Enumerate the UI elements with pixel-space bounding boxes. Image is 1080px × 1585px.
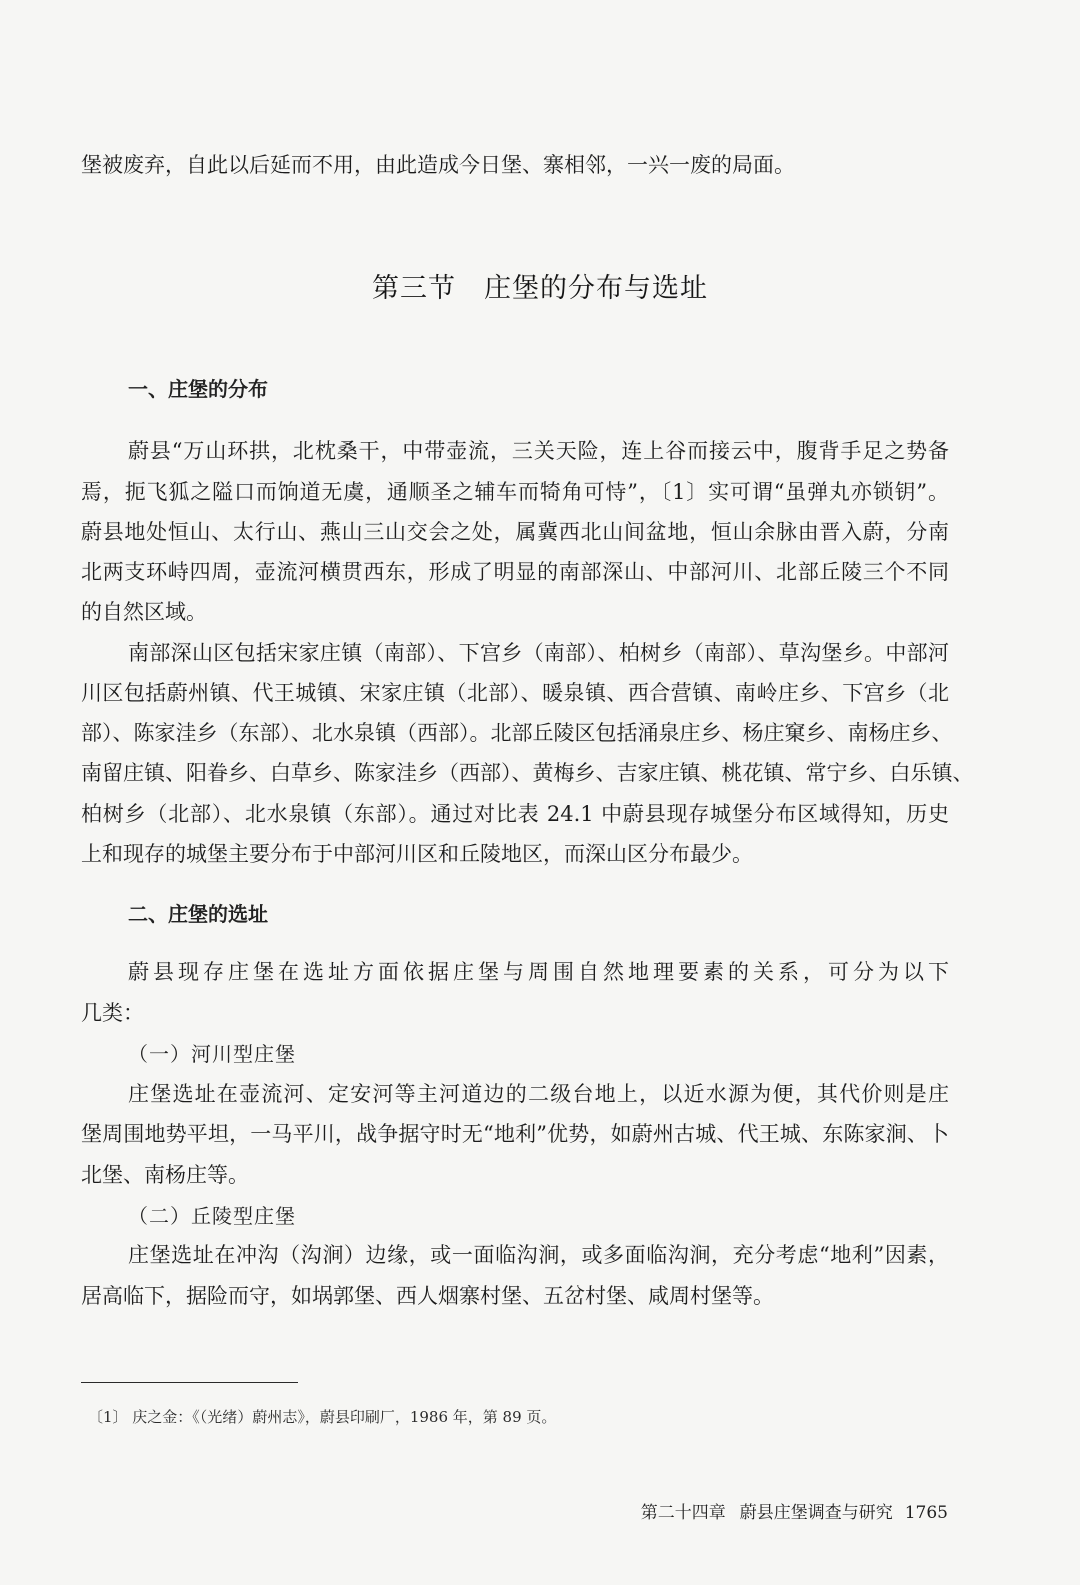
section-title: 第三节 庄堡的分布与选址 — [372, 273, 708, 304]
paragraph-line: 南部深山区包括宋家庄镇（南部）、下宫乡（南部）、柏树乡（南部）、草沟堡乡。中部河 — [128, 641, 949, 665]
footer-chapter: 第二十四章 — [640, 1503, 726, 1523]
paragraph-line: 居高临下，据险而守，如埚郭堡、西人烟寨村堡、五岔村堡、咸周村堡等。 — [81, 1284, 774, 1308]
continued-paragraph-line: 堡被废弃，自此以后延而不用，由此造成今日堡、寨相邻，一兴一废的局面。 — [81, 153, 795, 177]
paragraph-line: 几类： — [81, 1001, 144, 1025]
footer-title: 蔚县庄堡调查与研究 — [739, 1503, 893, 1523]
paragraph-line: 上和现存的城堡主要分布于中部河川区和丘陵地区，而深山区分布最少。 — [81, 842, 753, 866]
paragraph-line: 南留庄镇、阳眷乡、白草乡、陈家洼乡（西部）、黄梅乡、吉家庄镇、桃花镇、常宁乡、白乐镇、 — [81, 761, 974, 785]
heading-distribution: 一、庄堡的分布 — [128, 377, 268, 401]
footnote-separator — [81, 1382, 298, 1383]
paragraph-line: 部）、陈家洼乡（东部）、北水泉镇（西部）。北部丘陵区包括涌泉庄乡、杨庄窠乡、南杨庄乡、 — [81, 721, 953, 745]
paragraph-line: 蔚县“万山环拱，北枕桑干，中带壶流，三关天险，连上谷而接云中，腹背手足之势备 — [128, 439, 949, 463]
paragraph-line: 柏树乡（北部）、北水泉镇（东部）。通过对比表 24.1 中蔚县现存城堡分布区域得知，历史 — [81, 802, 949, 826]
paragraph-line: 北两支环峙四周，壶流河横贯西东，形成了明显的南部深山、中部河川、北部丘陵三个不同 — [81, 560, 949, 584]
paragraph-line: 焉，扼飞狐之隘口而饷道无虞，通顺圣之辅车而犄角可恃”，〔1〕实可谓“虽弹丸亦锁钥”。 — [81, 480, 949, 504]
footnote: 〔1〕 庆之金：《（光绪）蔚州志》，蔚县印刷厂，1986 年，第 89 页。 — [88, 1408, 557, 1426]
paragraph-line: 蔚县地处恒山、太行山、燕山三山交会之处，属冀西北山间盆地，恒山余脉由晋入蔚，分南 — [81, 520, 949, 544]
paragraph-line: 蔚县现存庄堡在选址方面依据庄堡与周围自然地理要素的关系，可分为以下 — [128, 960, 949, 984]
running-footer — [641, 1501, 948, 1525]
paragraph-line: 北堡、南杨庄等。 — [81, 1163, 249, 1187]
paragraph-line: 的自然区域。 — [81, 600, 207, 624]
subheading-river-type: （一）河川型庄堡 — [128, 1042, 296, 1066]
subheading-hill-type: （二）丘陵型庄堡 — [128, 1204, 296, 1228]
heading-site-selection: 二、庄堡的选址 — [128, 902, 268, 926]
paragraph-line: 川区包括蔚州镇、代王城镇、宋家庄镇（北部）、暖泉镇、西合营镇、南岭庄乡、下宫乡（北 — [81, 681, 949, 705]
page-number: 1765 — [904, 1503, 948, 1523]
paragraph-line: 庄堡选址在壶流河、定安河等主河道边的二级台地上，以近水源为便，其代价则是庄 — [128, 1082, 949, 1106]
paragraph-line: 庄堡选址在冲沟（沟涧）边缘，或一面临沟涧，或多面临沟涧，充分考虑“地利”因素， — [128, 1243, 949, 1267]
paragraph-line: 堡周围地势平坦，一马平川，战争据守时无“地利”优势，如蔚州古城、代王城、东陈家涧、卜 — [81, 1122, 949, 1146]
